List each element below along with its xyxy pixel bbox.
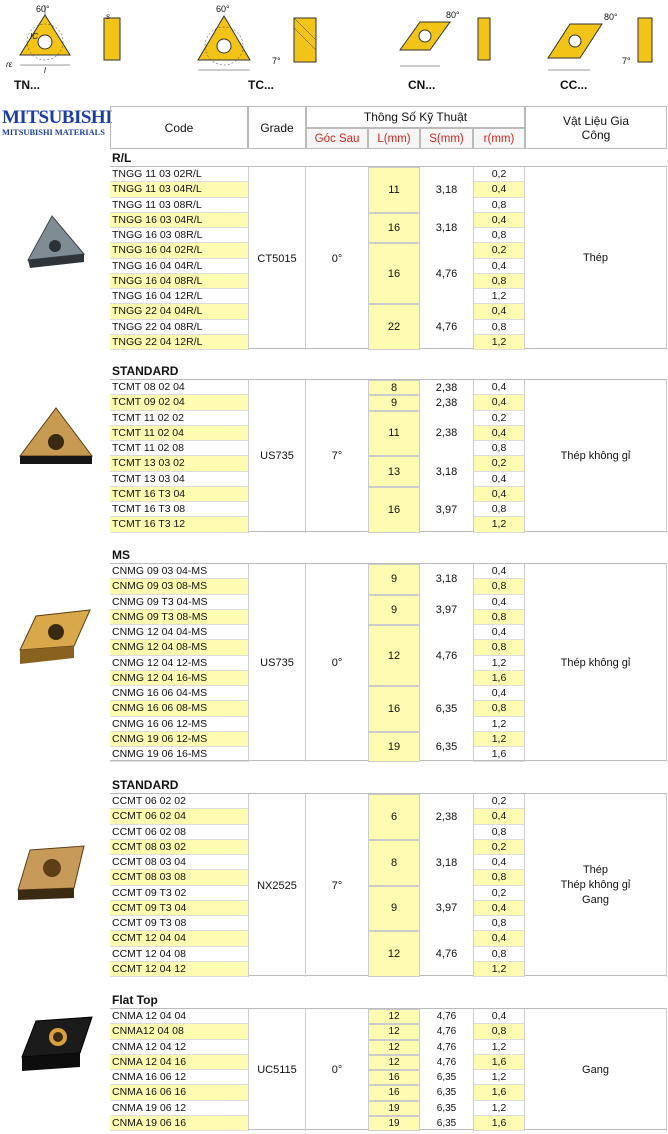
r-cell: 0,4 bbox=[473, 564, 525, 579]
s-cell: 2,38 bbox=[435, 427, 458, 440]
section-table bbox=[110, 1008, 667, 1130]
cn-label: CN... bbox=[408, 78, 436, 92]
r-cell: 0,4 bbox=[473, 487, 525, 502]
code-cell: TNGG 16 03 08R/L bbox=[110, 228, 248, 243]
s-cell: 4,76 bbox=[435, 649, 458, 662]
code-cell: TNGG 16 04 02R/L bbox=[110, 243, 248, 258]
code-cell: TNGG 22 04 08R/L bbox=[110, 320, 248, 335]
section-title: MS bbox=[112, 548, 130, 562]
r-cell: 0,2 bbox=[473, 456, 525, 471]
code-cell: CNMG 19 06 12-MS bbox=[110, 732, 248, 747]
section-table bbox=[110, 379, 667, 532]
l-cell: 8 bbox=[368, 840, 420, 886]
code-cell: CNMG 09 T3 08-MS bbox=[110, 610, 248, 625]
angle-cell: 0° bbox=[331, 657, 343, 670]
r-cell: 0,2 bbox=[473, 840, 525, 855]
angle-cell: 7° bbox=[331, 450, 343, 463]
s-cell: 3,18 bbox=[435, 183, 458, 196]
l-cell: 13 bbox=[368, 456, 420, 487]
code-cell: CNMA12 04 08 bbox=[110, 1024, 248, 1039]
code-cell: CCMT 12 04 08 bbox=[110, 947, 248, 962]
s-cell: 6,35 bbox=[435, 741, 458, 753]
s-cell: 4,76 bbox=[435, 948, 458, 961]
code-cell: TNGG 16 04 12R/L bbox=[110, 289, 248, 304]
r-cell: 0,4 bbox=[473, 259, 525, 274]
s-cell: 4,76 bbox=[436, 1041, 457, 1053]
code-cell: TNGG 22 04 04R/L bbox=[110, 304, 248, 319]
insert-photo bbox=[16, 604, 96, 677]
s-cell: 3,97 bbox=[435, 902, 458, 915]
s-cell: 3,97 bbox=[435, 503, 458, 516]
code-cell: CNMG 12 04 08-MS bbox=[110, 640, 248, 655]
s-cell: 6,35 bbox=[436, 1102, 457, 1114]
code-cell: CCMT 12 04 04 bbox=[110, 931, 248, 946]
code-cell: TNGG 16 03 04R/L bbox=[110, 213, 248, 228]
s-cell: 6,35 bbox=[436, 1072, 457, 1084]
section-title: STANDARD bbox=[112, 778, 179, 792]
r-cell: 0,4 bbox=[473, 304, 525, 319]
code-cell: CCMT 09 T3 02 bbox=[110, 886, 248, 901]
r-cell: 0,8 bbox=[473, 701, 525, 716]
cc-label: CC... bbox=[560, 78, 588, 92]
r-cell: 0,8 bbox=[473, 916, 525, 931]
r-cell: 1,6 bbox=[473, 1116, 525, 1131]
l-cell: 16 bbox=[368, 487, 420, 533]
grade-cell: US735 bbox=[248, 564, 306, 762]
r-cell: 0,8 bbox=[473, 870, 525, 885]
r-cell: 0,2 bbox=[473, 243, 525, 258]
logo-line1: MITSUBISHI bbox=[2, 107, 113, 128]
code-cell: CCMT 08 03 04 bbox=[110, 855, 248, 870]
code-cell: CNMG 16 06 04-MS bbox=[110, 686, 248, 701]
section-table bbox=[110, 166, 667, 349]
r-cell: 1,6 bbox=[473, 1055, 525, 1070]
code-cell: CCMT 08 03 08 bbox=[110, 870, 248, 885]
code-cell: CNMG 16 06 08-MS bbox=[110, 701, 248, 716]
grade-cell: UC5115 bbox=[248, 1009, 306, 1131]
r-cell: 0,8 bbox=[473, 610, 525, 625]
section-title: Flat Top bbox=[112, 993, 158, 1007]
angle-cell: 0° bbox=[331, 252, 343, 265]
l-cell: 16 bbox=[368, 243, 420, 304]
section-table bbox=[110, 793, 667, 976]
grade-cell: NX2525 bbox=[248, 794, 306, 977]
s-cell: 4,76 bbox=[436, 1056, 457, 1068]
r-cell: 1,2 bbox=[473, 1101, 525, 1116]
l-cell: 12 bbox=[368, 931, 420, 977]
header-material: Vật Liệu Gia Công bbox=[525, 106, 667, 149]
cn-angle-label: 80° bbox=[446, 10, 460, 20]
s-cell: 4,76 bbox=[435, 267, 458, 280]
code-cell: TCMT 13 03 02 bbox=[110, 456, 248, 471]
r-cell: 1,2 bbox=[473, 1070, 525, 1085]
code-cell: CNMA 19 06 12 bbox=[110, 1101, 248, 1116]
code-cell: TNGG 16 04 04R/L bbox=[110, 259, 248, 274]
s-cell: 3,18 bbox=[435, 573, 458, 586]
section-title: R/L bbox=[112, 151, 132, 165]
code-cell: CCMT 09 T3 04 bbox=[110, 901, 248, 916]
l-cell: 16 bbox=[368, 1085, 420, 1100]
r-cell: 1,2 bbox=[473, 732, 525, 747]
grade-cell: US735 bbox=[248, 380, 306, 533]
insert-photo bbox=[22, 210, 102, 283]
header-r: r(mm) bbox=[473, 128, 525, 149]
r-cell: 0,8 bbox=[473, 228, 525, 243]
angle-cell: 7° bbox=[331, 879, 343, 892]
grade-cell: CT5015 bbox=[248, 167, 306, 350]
insert-photo bbox=[16, 402, 96, 475]
r-cell: 0,4 bbox=[473, 213, 525, 228]
l-cell: 11 bbox=[368, 167, 420, 213]
code-cell: CNMA 12 04 12 bbox=[110, 1040, 248, 1055]
cn-insert-diagram bbox=[400, 18, 490, 66]
code-cell: CNMA 16 06 12 bbox=[110, 1070, 248, 1085]
s-cell: 2,38 bbox=[435, 396, 458, 409]
l-cell: 12 bbox=[368, 1009, 420, 1024]
code-cell: CCMT 06 02 04 bbox=[110, 809, 248, 824]
s-cell: 2,38 bbox=[435, 810, 458, 823]
r-cell: 0,4 bbox=[473, 931, 525, 946]
r-cell: 1,2 bbox=[473, 517, 525, 532]
r-cell: 1,2 bbox=[473, 656, 525, 671]
l-cell: 12 bbox=[368, 1055, 420, 1070]
r-cell: 0,4 bbox=[473, 182, 525, 197]
l-cell: 11 bbox=[368, 411, 420, 457]
insert-diagrams bbox=[0, 0, 668, 100]
code-cell: CCMT 06 02 02 bbox=[110, 794, 248, 809]
material-cell: Thép không gỉ bbox=[525, 564, 667, 762]
r-cell: 0,4 bbox=[473, 395, 525, 410]
r-cell: 0,4 bbox=[473, 809, 525, 824]
r-cell: 1,2 bbox=[473, 289, 525, 304]
mitsubishi-logo bbox=[2, 107, 113, 142]
r-cell: 0,8 bbox=[473, 502, 525, 517]
code-cell: CNMG 16 06 12-MS bbox=[110, 717, 248, 732]
tn-angle-label: 60° bbox=[36, 4, 50, 14]
s-cell: 4,76 bbox=[436, 1026, 457, 1038]
r-cell: 0,8 bbox=[473, 640, 525, 655]
s-cell: 6,35 bbox=[435, 702, 458, 715]
r-cell: 1,6 bbox=[473, 671, 525, 686]
r-cell: 0,8 bbox=[473, 947, 525, 962]
code-cell: TNGG 22 04 12R/L bbox=[110, 335, 248, 350]
r-cell: 0,2 bbox=[473, 411, 525, 426]
l-cell: 9 bbox=[368, 886, 420, 932]
code-cell: CNMG 12 04 04-MS bbox=[110, 625, 248, 640]
r-cell: 0,2 bbox=[473, 167, 525, 182]
r-cell: 0,2 bbox=[473, 794, 525, 809]
l-cell: 8 bbox=[368, 380, 420, 395]
insert-photo bbox=[18, 1013, 98, 1086]
r-cell: 0,8 bbox=[473, 198, 525, 213]
r-cell: 0,8 bbox=[473, 441, 525, 456]
r-cell: 0,8 bbox=[473, 579, 525, 594]
code-cell: CNMA 19 06 16 bbox=[110, 1116, 248, 1131]
s-dim-label: s bbox=[106, 12, 110, 21]
r-cell: 0,8 bbox=[473, 274, 525, 289]
s-cell: 3,18 bbox=[435, 222, 458, 234]
cc-clearance-label: 7° bbox=[622, 56, 631, 66]
angle-cell: 0° bbox=[331, 1064, 343, 1076]
code-cell: CNMG 09 03 08-MS bbox=[110, 579, 248, 594]
r-cell: 0,4 bbox=[473, 380, 525, 395]
r-cell: 1,6 bbox=[473, 1085, 525, 1100]
code-cell: TCMT 13 03 04 bbox=[110, 472, 248, 487]
code-cell: TNGG 11 03 08R/L bbox=[110, 198, 248, 213]
r-cell: 0,4 bbox=[473, 625, 525, 640]
code-cell: CCMT 12 04 12 bbox=[110, 962, 248, 977]
r-cell: 1,2 bbox=[473, 717, 525, 732]
l-cell: 16 bbox=[368, 686, 420, 732]
header-goc-sau: Góc Sau bbox=[306, 128, 368, 149]
r-cell: 0,4 bbox=[473, 901, 525, 916]
l-cell: 12 bbox=[368, 1024, 420, 1039]
r-cell: 1,2 bbox=[473, 1040, 525, 1055]
code-cell: CNMG 12 04 12-MS bbox=[110, 656, 248, 671]
l-dim-label: l bbox=[44, 66, 46, 75]
material-cell: Gang bbox=[525, 1009, 667, 1131]
l-cell: 9 bbox=[368, 564, 420, 595]
code-cell: TCMT 16 T3 04 bbox=[110, 487, 248, 502]
r-cell: 1,2 bbox=[473, 962, 525, 977]
code-cell: TCMT 08 02 04 bbox=[110, 380, 248, 395]
cc-angle-label: 80° bbox=[604, 12, 618, 22]
header-l: L(mm) bbox=[368, 128, 420, 149]
code-cell: TCMT 11 02 04 bbox=[110, 426, 248, 441]
material-cell: Thép Thép không gỉ Gang bbox=[525, 794, 667, 977]
r-cell: 0,4 bbox=[473, 472, 525, 487]
r-cell: 0,8 bbox=[473, 1024, 525, 1039]
section-table bbox=[110, 563, 667, 761]
code-cell: TCMT 11 02 08 bbox=[110, 441, 248, 456]
r-cell: 0,8 bbox=[473, 320, 525, 335]
r-cell: 0,4 bbox=[473, 855, 525, 870]
s-cell: 6,35 bbox=[436, 1117, 457, 1129]
code-cell: CNMG 09 03 04-MS bbox=[110, 564, 248, 579]
l-cell: 6 bbox=[368, 794, 420, 840]
code-cell: TNGG 16 04 08R/L bbox=[110, 274, 248, 289]
l-cell: 9 bbox=[368, 595, 420, 626]
r-dim-label: rε bbox=[6, 60, 13, 69]
l-cell: 12 bbox=[368, 1040, 420, 1055]
r-cell: 0,2 bbox=[473, 886, 525, 901]
logo-line2: MITSUBISHI MATERIALS bbox=[2, 128, 105, 137]
ic-dim-label: IC bbox=[30, 32, 38, 41]
l-cell: 9 bbox=[368, 395, 420, 410]
r-cell: 0,4 bbox=[473, 1009, 525, 1024]
r-cell: 0,4 bbox=[473, 595, 525, 610]
code-cell: TCMT 16 T3 08 bbox=[110, 502, 248, 517]
l-cell: 22 bbox=[368, 304, 420, 350]
code-cell: CCMT 09 T3 08 bbox=[110, 916, 248, 931]
r-cell: 1,2 bbox=[473, 335, 525, 350]
code-cell: CNMG 09 T3 04-MS bbox=[110, 595, 248, 610]
s-cell: 4,76 bbox=[435, 321, 458, 334]
r-cell: 1,6 bbox=[473, 747, 525, 762]
tc-clearance-label: 7° bbox=[272, 56, 281, 66]
header-code: Code bbox=[110, 106, 248, 149]
tn-label: TN... bbox=[14, 78, 40, 92]
l-cell: 19 bbox=[368, 1101, 420, 1116]
header-s: S(mm) bbox=[420, 128, 473, 149]
insert-photo bbox=[14, 840, 94, 913]
code-cell: CCMT 08 03 02 bbox=[110, 840, 248, 855]
r-cell: 0,8 bbox=[473, 825, 525, 840]
l-cell: 12 bbox=[368, 625, 420, 686]
s-cell: 3,18 bbox=[435, 856, 458, 869]
material-cell: Thép không gỉ bbox=[525, 380, 667, 533]
code-cell: TNGG 11 03 02R/L bbox=[110, 167, 248, 182]
code-cell: CNMA 12 04 16 bbox=[110, 1055, 248, 1070]
l-cell: 16 bbox=[368, 213, 420, 244]
code-cell: CNMA 16 06 16 bbox=[110, 1085, 248, 1100]
r-cell: 0,4 bbox=[473, 426, 525, 441]
l-cell: 19 bbox=[368, 732, 420, 763]
l-cell: 19 bbox=[368, 1116, 420, 1131]
table-header bbox=[110, 106, 667, 149]
material-cell: Thép bbox=[525, 167, 667, 350]
code-cell: CNMG 12 04 16-MS bbox=[110, 671, 248, 686]
tc-label: TC... bbox=[248, 78, 274, 92]
s-cell: 4,76 bbox=[436, 1011, 457, 1023]
code-cell: CNMA 12 04 04 bbox=[110, 1009, 248, 1024]
header-grade: Grade bbox=[248, 106, 306, 149]
section-title: STANDARD bbox=[112, 364, 179, 378]
code-cell: TCMT 09 02 04 bbox=[110, 395, 248, 410]
s-cell: 3,97 bbox=[435, 603, 458, 616]
s-cell: 3,18 bbox=[435, 465, 458, 478]
code-cell: TCMT 16 T3 12 bbox=[110, 517, 248, 532]
code-cell: CCMT 06 02 08 bbox=[110, 825, 248, 840]
l-cell: 16 bbox=[368, 1070, 420, 1085]
r-cell: 0,4 bbox=[473, 686, 525, 701]
code-cell: TNGG 11 03 04R/L bbox=[110, 182, 248, 197]
s-cell: 6,35 bbox=[436, 1087, 457, 1099]
code-cell: CNMG 19 06 16-MS bbox=[110, 747, 248, 762]
tc-angle-label: 60° bbox=[216, 4, 230, 14]
header-specs: Thông Số Kỹ Thuật bbox=[306, 106, 525, 128]
s-cell: 2,38 bbox=[435, 381, 458, 394]
code-cell: TCMT 11 02 02 bbox=[110, 411, 248, 426]
